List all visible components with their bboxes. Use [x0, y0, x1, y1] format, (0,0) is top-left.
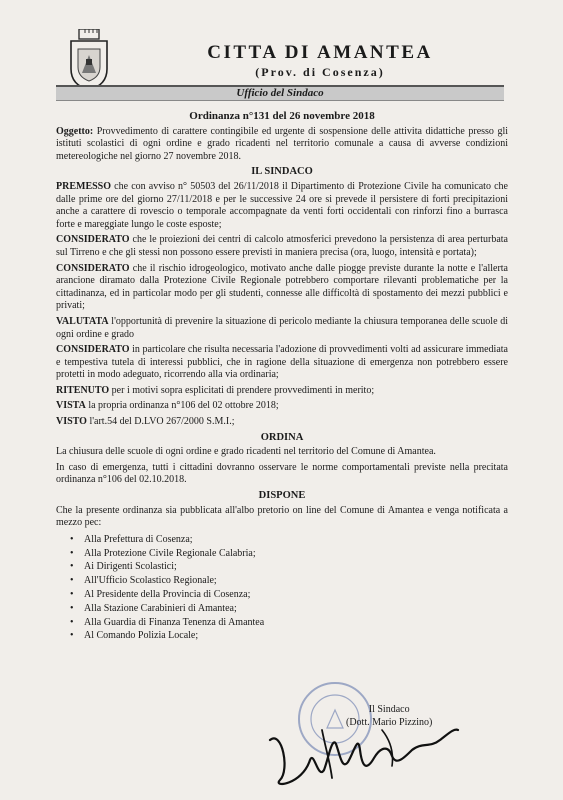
premise-paragraph — [56, 416, 508, 429]
province-subtitle: (Prov. di Cosenza) — [255, 65, 385, 79]
recipient-item: • Al Comando Polizia Locale; — [70, 629, 508, 643]
recipient-list — [70, 533, 508, 643]
city-crest-icon — [66, 29, 112, 91]
ordina-paragraph: In caso di emergenza, tutti i cittadini dovranno osservare le norme comportamentali previste nella precitata ordinanza n°106 del 02.10.2018. — [56, 461, 508, 486]
premise-text: che le proiezioni dei centri di calcolo atmosferici prevedono la persistenza di area perturbata sul Tirreno e che gli stessi non possono essere previsti in maniera precisa (ora, luogo, intensità e portata); — [56, 234, 508, 258]
recipient-item: • Alla Guardia di Finanza Tenenza di Amantea — [70, 616, 508, 630]
premise-label: VALUTATA — [56, 315, 109, 327]
recipient-item: • Ai Dirigenti Scolastici; — [70, 560, 508, 574]
sindaco-heading: IL SINDACO — [251, 166, 313, 178]
subject-text: Provvedimento di carattere contingibile ed urgente di sospensione delle attivita didattiche presso gli istituti scolastici di ogni ordine e grado ricadenti nel territorio comunale a causa di avverse condizioni metereologiche nel giorno 27 novembre 2018. — [56, 125, 508, 162]
premise-paragraph — [56, 400, 508, 413]
signer-name: (Dott. Mario Pizzino) — [346, 717, 433, 728]
premise-label: CONSIDERATO — [56, 262, 130, 274]
premise-label: PREMESSO — [56, 180, 112, 192]
premise-text: in particolare che risulta necessaria l'adozione di provvedimenti volti ad assicurare immediata e tempestiva tutela di interessi pubblici, che in ragione della situazione di emergenza non potrebbero essere protetti in modo adeguato, ricorrendo alla via ordinaria; — [56, 344, 508, 381]
premise-text: che il rischio idrogeologico, motivato anche dalle piogge previste durante la notte e l'allerta arancione diramato dalla Protezione Civile Regionale potrebbero comportare rilevanti problematiche per la cittadinanza, ed in particolar modo per gli studenti, connesse alle difficoltà di spostamento dei mezzi pubblici e privati; — [56, 262, 508, 312]
premise-paragraph — [56, 181, 508, 231]
ordina-heading: ORDINA — [260, 431, 304, 443]
premise-text: l'art.54 del D.LVO 267/2000 S.M.I.; — [86, 416, 235, 428]
premise-text: che con avviso n° 50503 del 26/11/2018 il Dipartimento di Protezione Civile ha comunicato che dalle prime ore del giorno 27/11/2018 e per le successive 24 ore si prevede il persistere di forti precipitazioni anche a carattere di rovescio o temporale accompagnate da venti forti occidentali con rinforzi fino a burrasca forte e mareggiate lungo le coste esposte; — [56, 180, 508, 230]
city-title: CITTA DI AMANTEA — [207, 42, 433, 63]
premise-text: per i motivi sopra esplicitati di prendere provvedimenti in merito; — [109, 384, 375, 396]
dispone-intro: Che la presente ordinanza sia pubblicata all'albo pretorio on line del Comune di Amantea e venga notificata a mezzo pec: — [56, 504, 508, 529]
premise-paragraph — [56, 385, 508, 398]
recipient-item: • Alla Prefettura di Cosenza; — [70, 533, 508, 547]
ordinance-title: Ordinanza n°131 del 26 novembre 2018 — [189, 110, 375, 122]
recipient-item: • Alla Protezione Civile Regionale Calabria; — [70, 547, 508, 561]
subject-paragraph — [56, 126, 508, 164]
ordina-paragraph: La chiusura delle scuole di ogni ordine e grado ricadenti nel territorio del Comune di Amantea. — [56, 446, 436, 458]
recipient-item: • Alla Stazione Carabinieri di Amantea; — [70, 602, 508, 616]
premise-label: RITENUTO — [56, 384, 110, 396]
premise-text: l'opportunità di prevenire la situazione di pericolo mediante la chiusura temporanea delle scuole di ogni ordine e grado — [56, 315, 508, 340]
premise-paragraph — [56, 234, 508, 259]
premise-label: CONSIDERATO — [56, 234, 130, 246]
dispone-heading: DISPONE — [258, 490, 306, 502]
premise-label: CONSIDERATO — [56, 344, 130, 356]
signer-role: Il Sindaco — [368, 704, 410, 715]
recipient-item: • Al Presidente della Provincia di Cosenza; — [70, 588, 508, 602]
handwritten-signature-icon — [262, 700, 462, 795]
premise-label: VISTO — [56, 416, 87, 428]
recipient-item: • All'Ufficio Scolastico Regionale; — [70, 574, 508, 588]
premise-paragraph — [56, 263, 508, 313]
premise-paragraph — [56, 316, 508, 341]
premise-text: la propria ordinanza n°106 del 02 ottobre 2018; — [85, 400, 279, 412]
document-body — [56, 110, 508, 643]
premise-paragraph — [56, 344, 508, 382]
subject-label: Oggetto: — [56, 125, 94, 137]
premise-label: VISTA — [56, 400, 86, 412]
office-banner: Ufficio del Sindaco — [56, 85, 504, 101]
